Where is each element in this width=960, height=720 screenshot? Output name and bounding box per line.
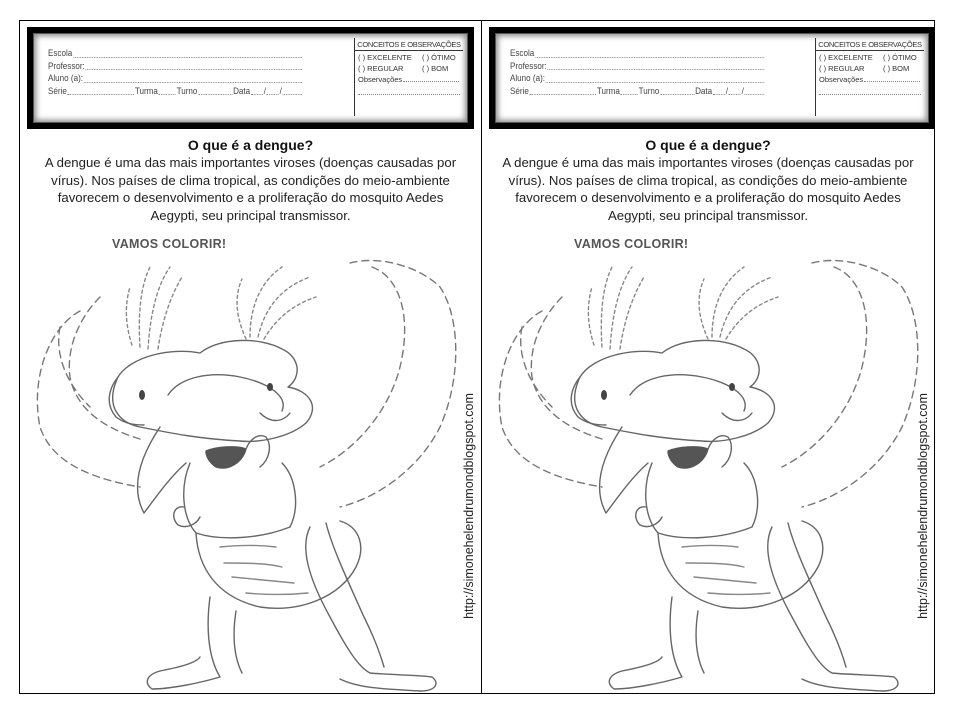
section-body: A dengue é uma das mais importantes viroses (doenças causadas por vírus). Nos países de clima tropical, as condições do meio-ambiente favorecem o desenvolvimento e a proliferação do mosquito Aedes Aegypti, seu principal transmissor. — [44, 155, 457, 223]
section-title: O que é a dengue? — [645, 137, 771, 153]
header-inner — [495, 33, 929, 123]
observations-field[interactable] — [403, 75, 459, 82]
student-field[interactable] — [546, 73, 764, 83]
teacher-label: Professor: — [48, 60, 85, 72]
intro-text — [20, 137, 481, 224]
grade-line — [510, 86, 765, 99]
date-separator: / — [263, 85, 267, 97]
option-bom[interactable]: ( ) BOM — [422, 64, 449, 73]
observations-label: Observações — [358, 75, 403, 84]
option-otimo[interactable]: ( ) ÓTIMO — [422, 53, 456, 62]
grade-field[interactable] — [530, 86, 596, 96]
date-label: Data — [695, 85, 713, 97]
option-regular[interactable]: ( ) REGULAR — [819, 64, 865, 73]
teacher-field[interactable] — [548, 61, 764, 71]
header-inner — [33, 33, 468, 123]
shift-label: Turno — [638, 85, 660, 97]
concepts-box — [815, 38, 924, 116]
observations-field-line2[interactable] — [358, 94, 460, 95]
school-label: Escola — [510, 48, 535, 59]
intro-text — [482, 137, 934, 224]
coloring-title: VAMOS COLORIR! — [112, 237, 227, 251]
shift-label: Turno — [176, 85, 198, 97]
grade-line — [48, 86, 303, 99]
date-month-field[interactable] — [267, 86, 279, 96]
date-separator: / — [279, 85, 282, 97]
grade-field[interactable] — [68, 86, 134, 96]
class-label: Turma — [596, 85, 620, 97]
school-field[interactable] — [535, 48, 764, 58]
option-excelente[interactable]: ( ) EXCELENTE — [358, 53, 412, 62]
date-day-field[interactable] — [251, 86, 263, 96]
shift-field[interactable] — [198, 86, 232, 96]
date-day-field[interactable] — [713, 86, 725, 96]
student-label: Aluno (a): — [48, 73, 84, 84]
mosquito-illustration — [482, 227, 922, 693]
class-field[interactable] — [159, 86, 176, 96]
class-label: Turma — [134, 85, 158, 97]
date-label: Data — [233, 85, 251, 97]
date-separator: / — [725, 85, 729, 97]
worksheet-right — [481, 21, 934, 693]
observations-field[interactable] — [864, 75, 920, 82]
source-url — [460, 375, 478, 637]
student-field[interactable] — [84, 73, 302, 83]
school-field[interactable] — [73, 48, 302, 58]
source-url-text: http://simonehelendrumondblogspot.com — [916, 393, 930, 619]
option-bom[interactable]: ( ) BOM — [883, 64, 910, 73]
school-line — [510, 48, 765, 61]
date-separator: / — [741, 85, 744, 97]
option-excelente[interactable]: ( ) EXCELENTE — [819, 53, 873, 62]
student-form — [48, 48, 303, 98]
section-title: O que é a dengue? — [187, 137, 314, 153]
school-line — [48, 48, 303, 61]
section-body: A dengue é uma das mais importantes viroses (doenças causadas por vírus). Nos países de clima tropical, as condições do meio-ambiente favorecem o desenvolvimento e a proliferação do mosquito Aedes Aegypti, seu principal transmissor. — [502, 155, 914, 223]
student-line — [48, 73, 303, 86]
mosquito-illustration — [20, 227, 460, 693]
student-line — [510, 73, 765, 86]
option-regular[interactable]: ( ) REGULAR — [358, 64, 404, 73]
student-info-header — [489, 27, 935, 129]
class-field[interactable] — [621, 86, 638, 96]
source-url-text: http://simonehelendrumondblogspot.com — [462, 393, 476, 619]
student-label: Aluno (a): — [510, 73, 546, 84]
grade-label: Série — [510, 85, 529, 97]
coloring-title: VAMOS COLORIR! — [574, 237, 689, 251]
date-year-field[interactable] — [745, 86, 764, 96]
student-form — [510, 48, 765, 98]
option-otimo[interactable]: ( ) ÓTIMO — [883, 53, 917, 62]
source-url — [914, 375, 932, 637]
concepts-title: CONCEITOS E OBSERVAÇÕES — [816, 38, 924, 51]
school-label: Escola — [48, 48, 73, 59]
shift-field[interactable] — [660, 86, 694, 96]
teacher-field[interactable] — [86, 61, 302, 71]
date-year-field[interactable] — [283, 86, 302, 96]
concepts-title: CONCEITOS E OBSERVAÇÕES — [355, 38, 463, 51]
worksheet-page — [19, 20, 935, 694]
teacher-line — [48, 61, 303, 74]
teacher-line — [510, 61, 765, 74]
worksheet-left — [20, 21, 481, 693]
concepts-box — [354, 38, 463, 116]
observations-field-line2[interactable] — [819, 94, 921, 95]
grade-label: Série — [48, 85, 67, 97]
student-info-header — [27, 27, 474, 129]
teacher-label: Professor: — [510, 60, 547, 72]
observations-label: Observações — [819, 75, 864, 84]
date-month-field[interactable] — [729, 86, 741, 96]
